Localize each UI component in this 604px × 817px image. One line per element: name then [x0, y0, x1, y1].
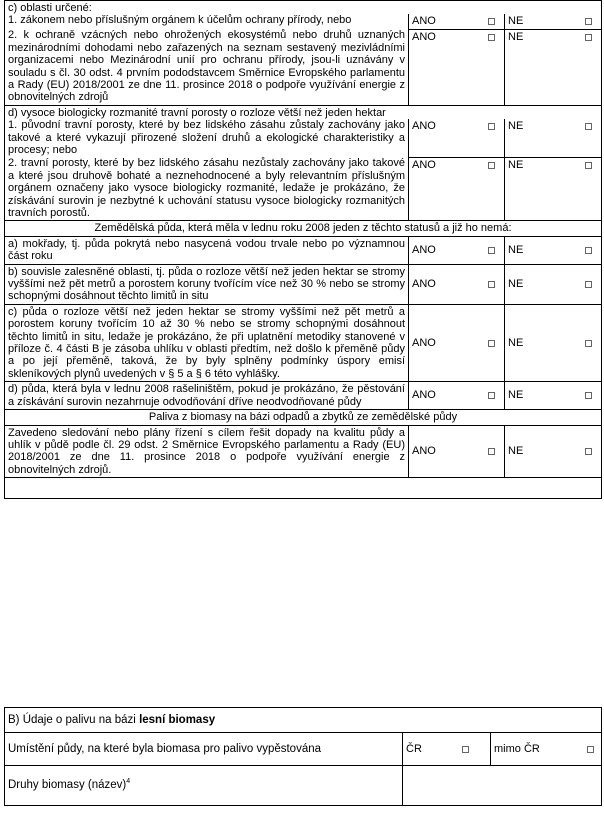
ne-label: NE: [508, 278, 524, 291]
ne-checkbox[interactable]: [585, 123, 592, 130]
row-2008-b: [5, 264, 602, 304]
ano-checkbox[interactable]: [488, 18, 495, 25]
ano-checkbox[interactable]: [488, 340, 495, 347]
c-heading: c) oblasti určené:: [5, 1, 602, 15]
section-waste-heading: Paliva z biomasy na bázi odpadů a zbytků ze zemědělské půdy: [5, 410, 602, 425]
ne-checkbox[interactable]: [585, 281, 592, 288]
declaration-table: [4, 0, 602, 499]
ne-checkbox[interactable]: [585, 18, 592, 25]
row-2008-a: [5, 236, 602, 264]
row-b-heading: [5, 708, 602, 733]
row-2008-c-text: c) půda o rozloze větší než jeden hektar se stromy vyššími než pět metrů a porostem koruny tvořícím 10 až 30 % nebo se stromy schopnými dosáhnout těchto limitů in situ, ledaže je prokázáno, že při uplatnění metodiky stanovené v příloze č. 4 části B je zásoba uhlíku v oblasti předtím, než došlo k přeměně půdy a po její přeměně, taková, že by byly splněny podmínky úspory emisí skleníkových plynů uvedených v § 5 a § 6 této vyhlášky.: [5, 304, 409, 381]
row-d-item1: [5, 119, 602, 157]
ano-label: ANO: [412, 15, 436, 28]
row-2008-d: [5, 382, 602, 410]
empty-cell: [5, 478, 602, 499]
ano-label: ANO: [412, 389, 436, 402]
location-label: Umístění půdy, na které byla biomasa pro palivo vypěstována: [5, 733, 403, 766]
types-input[interactable]: [403, 766, 602, 806]
ne-checkbox[interactable]: [585, 448, 592, 455]
waste-text: Zavedeno sledování nebo plány řízení s cílem řešit dopady na kvalitu půdy a uhlík v půdě podle čl. 29 odst. 2 Směrnice Evropského parlamentu a Rady (EU) 2018/2001 ze dne 11. prosince 2018 o podpoře využívání energie z obnovitelných zdrojů.: [5, 425, 409, 478]
cr-label: ČR: [406, 742, 422, 755]
ne-label: NE: [508, 15, 524, 28]
ne-checkbox[interactable]: [585, 247, 592, 254]
row-c-item2: [5, 29, 602, 105]
ne-label: NE: [508, 336, 524, 349]
ne-label: NE: [508, 158, 524, 171]
ne-checkbox[interactable]: [585, 340, 592, 347]
row-b-types: [5, 766, 602, 806]
ano-label: ANO: [412, 30, 436, 43]
ano-checkbox[interactable]: [488, 281, 495, 288]
ne-label: NE: [508, 389, 524, 402]
ano-label: ANO: [412, 158, 436, 171]
outside-label: mimo ČR: [494, 742, 540, 755]
row-b-location: [5, 733, 602, 766]
cr-checkbox[interactable]: [462, 746, 469, 753]
c-item1-text: 1. zákonem nebo příslušným orgánem k účelům ochrany přírody, nebo: [5, 14, 409, 29]
ne-label: NE: [508, 30, 524, 43]
ano-checkbox[interactable]: [488, 123, 495, 130]
forest-biomass-table: [4, 707, 602, 806]
row-2008-b-text: b) souvisle zalesněné oblasti, tj. půda o rozloze větší než jeden hektar se stromy vyššími než pět metrů a porostem koruny tvořícím více než 30 % nebo se stromy schopnými dosáhnout těchto limitů in situ: [5, 264, 409, 304]
ano-checkbox[interactable]: [488, 34, 495, 41]
ano-label: ANO: [412, 278, 436, 291]
ano-checkbox[interactable]: [488, 162, 495, 169]
ano-label: ANO: [412, 445, 436, 458]
d-item2-text: 2. travní porosty, které by bez lidského zásahu nezůstaly zachovány jako takové a které jsou druhově bohaté a neznehodnocené a byly relevantním příslušným orgánem označeny jako vysoce biologicky rozmanité, ledaže je prokázáno, že získávání surovin je nezbytné k uchování statusu vysoce biologicky rozmanitých travních porostů.: [5, 157, 409, 221]
ne-label: NE: [508, 244, 524, 257]
ne-checkbox[interactable]: [585, 162, 592, 169]
row-d-item2: [5, 157, 602, 221]
c-item2-text: 2. k ochraně vzácných nebo ohrožených ekosystémů nebo druhů uznaných mezinárodními dohodami nebo zařazených na seznam sestavený mezivládními organizacemi nebo Mezinárodní unií pro ochranu přírody, jsou-li uznávány v souladu s čl. 30 odst. 4 prvním pododstavcem Směrnice Evropského parlamentu a Rady (EU) 2018/2001 ze dne 11. prosince 2018 o podpoře využívání energie z obnovitelných zdrojů: [5, 29, 409, 105]
ne-label: NE: [508, 445, 524, 458]
row-section-waste: [5, 410, 602, 425]
ne-checkbox[interactable]: [585, 392, 592, 399]
d-item1-text: 1. původní travní porosty, které by bez lidského zásahu zůstaly zachovány jako takové a které vykazují přirozené složení druhů a ekologické charakteristiky a procesy; nebo: [5, 119, 409, 157]
ano-checkbox[interactable]: [488, 392, 495, 399]
ne-label: NE: [508, 120, 524, 133]
row-2008-c: [5, 304, 602, 381]
ano-label: ANO: [412, 336, 436, 349]
row-2008-d-text: d) půda, která byla v lednu 2008 rašeliništěm, pokud je prokázáno, že pěstování a získávání surovin nezahrnuje odvodňování dříve neodvodňované půdy: [5, 382, 409, 410]
row-c-item1: [5, 14, 602, 29]
ano-checkbox[interactable]: [488, 448, 495, 455]
ano-checkbox[interactable]: [488, 247, 495, 254]
row-section-2008: [5, 221, 602, 236]
row-d-heading: [5, 105, 602, 119]
ano-label: ANO: [412, 244, 436, 257]
row-empty: [5, 478, 602, 499]
types-label: Druhy biomasy (název): [8, 779, 127, 792]
row-2008-a-text: a) mokřady, tj. půda pokrytá nebo nasycená vodou trvale nebo po významnou část roku: [5, 236, 409, 264]
types-footnote: 4: [126, 778, 131, 786]
row-c-heading: [5, 1, 602, 15]
b-heading-bold: lesní biomasy: [139, 713, 216, 726]
row-waste: [5, 425, 602, 478]
b-heading-prefix: B) Údaje o palivu na bázi: [8, 713, 140, 726]
outside-checkbox[interactable]: [587, 746, 594, 753]
d-heading: d) vysoce biologicky rozmanité travní porosty o rozloze větší než jeden hektar: [8, 106, 386, 119]
section-2008-heading: Zemědělská půda, která měla v lednu roku 2008 jeden z těchto statusů a již ho nemá:: [5, 221, 602, 236]
ano-label: ANO: [412, 120, 436, 133]
ne-checkbox[interactable]: [585, 34, 592, 41]
